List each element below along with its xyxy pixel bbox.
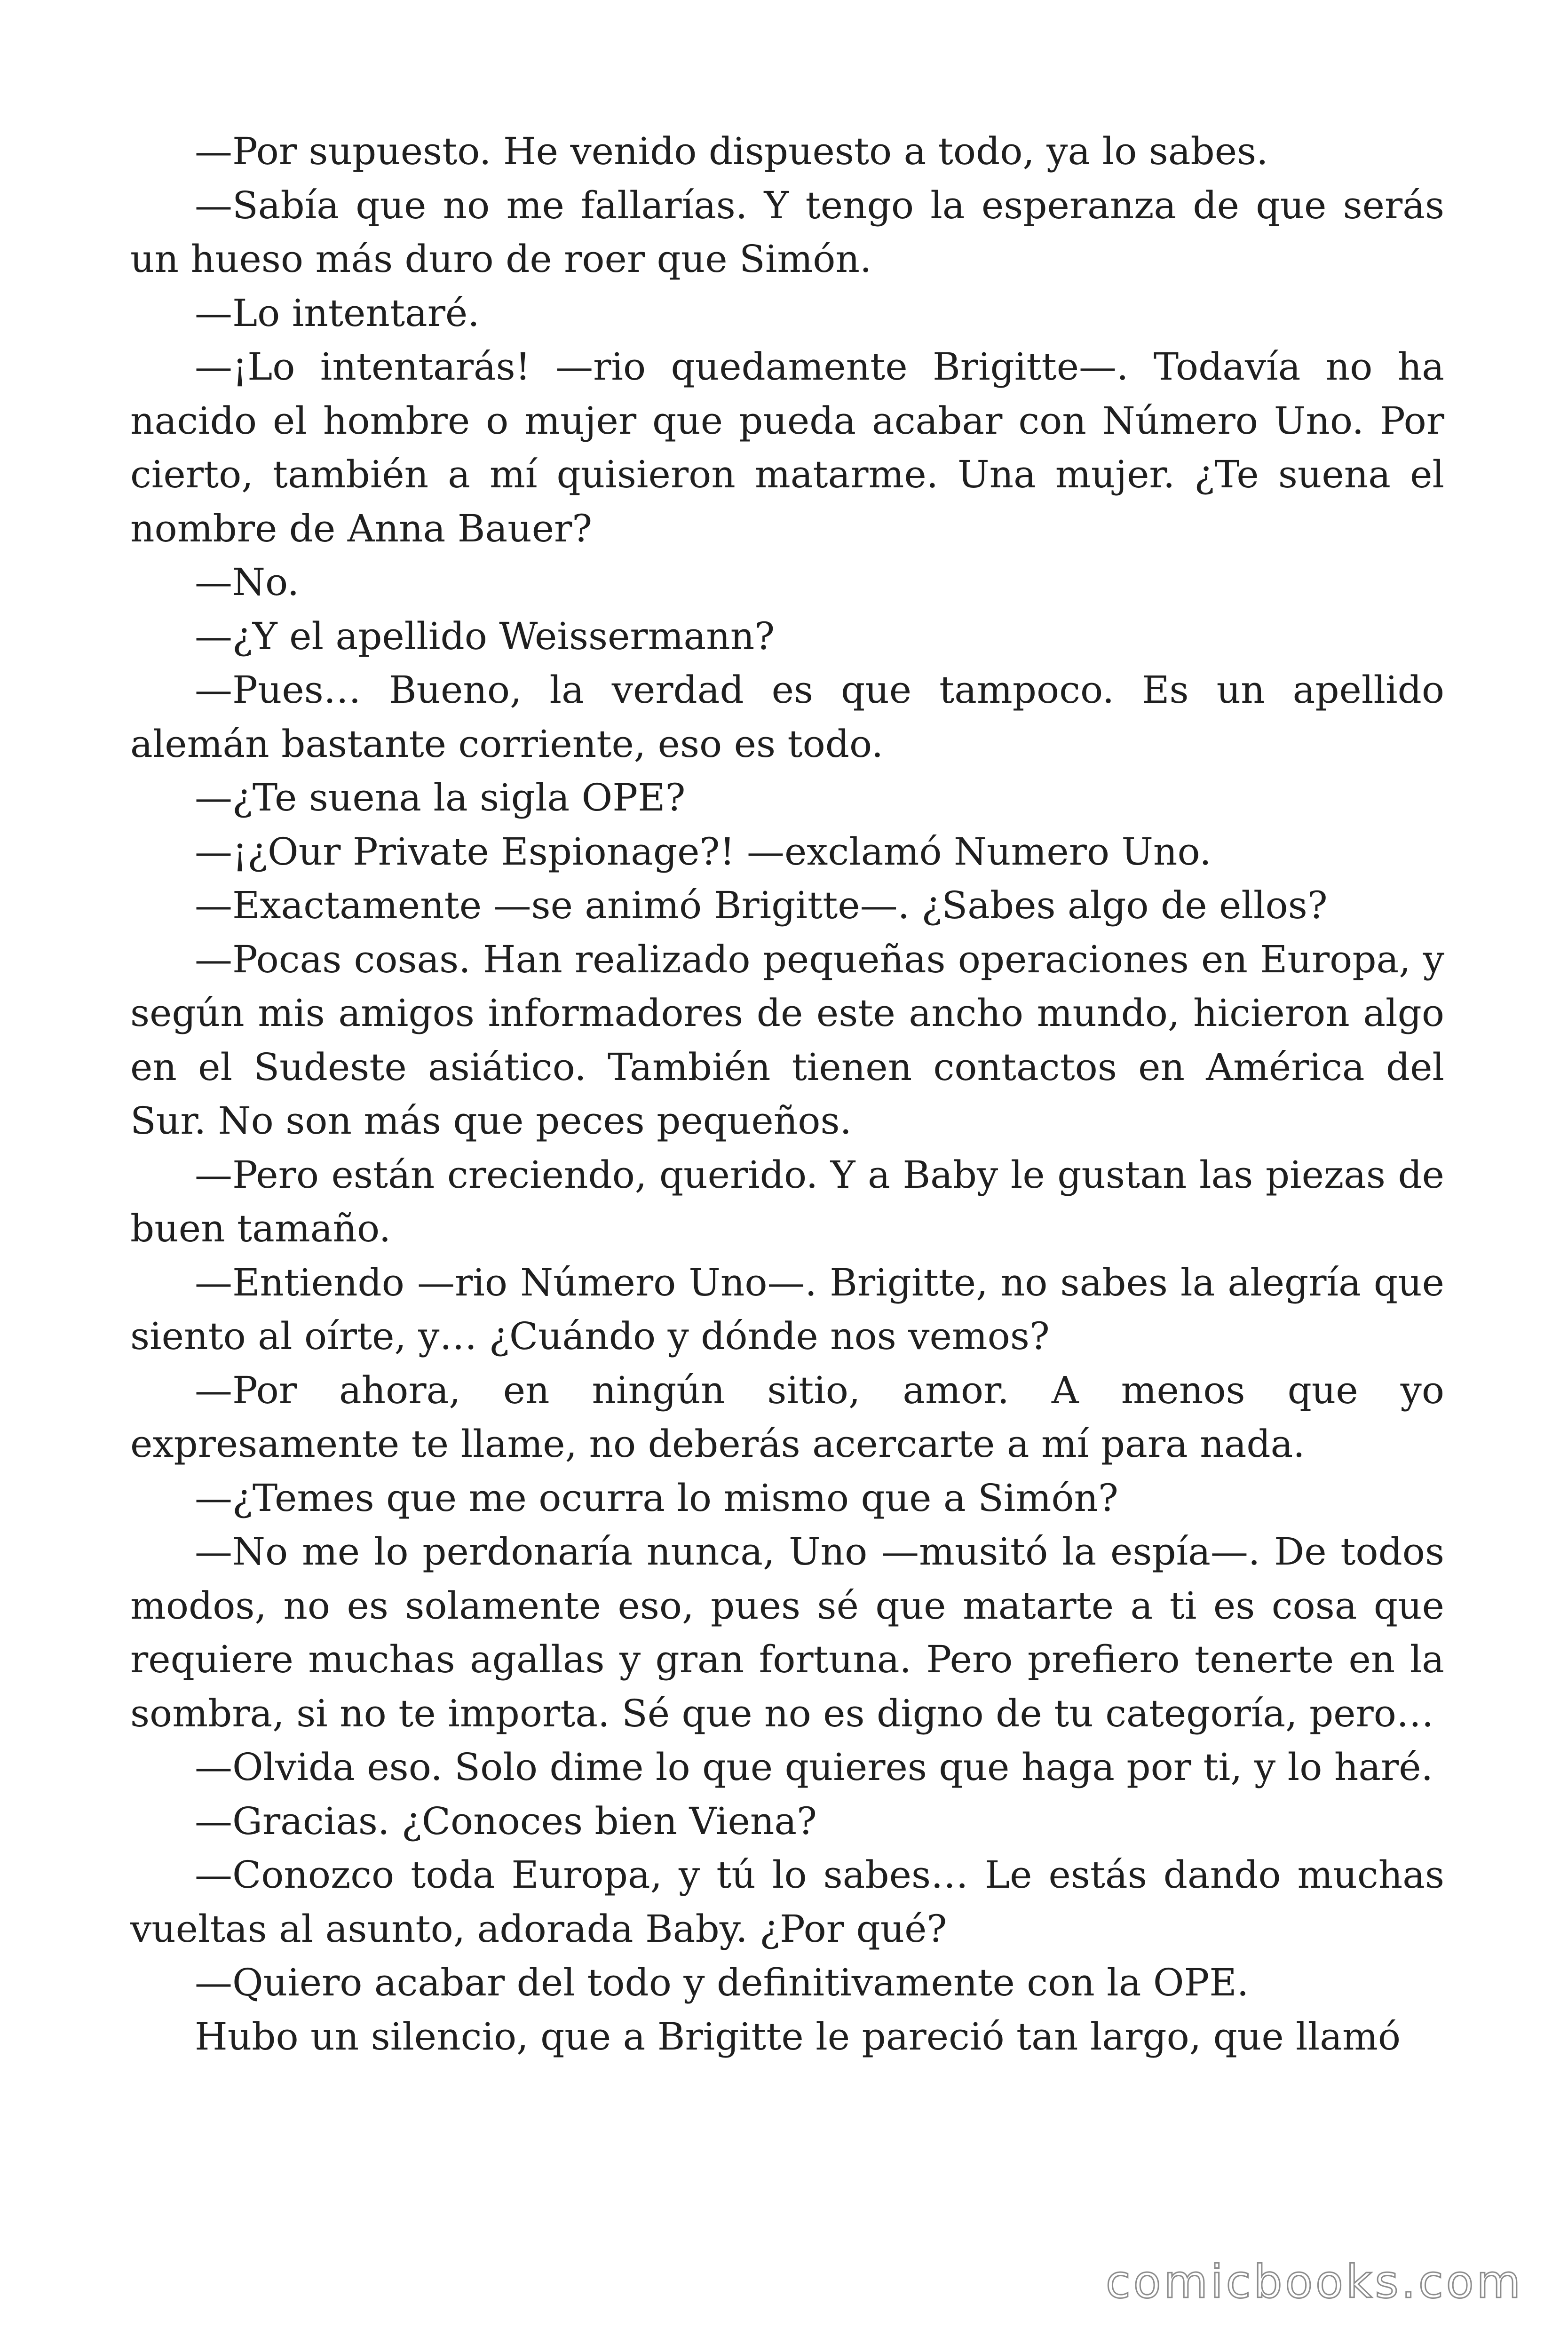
paragraph-15: —¿Temes que me ocurra lo mismo que a Simón? [195,1476,1118,1520]
paragraph-12: —Pero están creciendo, querido. Y a Baby le gustan las piezas de buen tamaño. [130,1152,1444,1250]
paragraph-2: —Sabía que no me fallarías. Y tengo la esperanza de que serás un hueso más duro de roer que Simón. [130,183,1444,281]
paragraph-21: Hubo un silencio, que a Brigitte le pareció tan largo, que llamó [195,2014,1401,2058]
page-body [130,125,1444,2064]
paragraph-1: —Por supuesto. He venido dispuesto a todo, ya lo sabes. [195,129,1268,173]
paragraph-13: —Entiendo —rio Número Uno—. Brigitte, no sabes la alegría que siento al oírte, y… ¿Cuándo y dónde nos vemos? [130,1260,1444,1358]
paragraph-4: —¡Lo intentarás! —rio quedamente Brigitte—. Todavía no ha nacido el hombre o mujer que pueda acabar con Número Uno. Por cierto, también a mí quisieron matarme. Una mujer. ¿Te suena el nombre de Anna Bauer? [130,345,1444,550]
paragraph-10: —Exactamente —se animó Brigitte—. ¿Sabes algo de ellos? [195,883,1328,927]
paragraph-11: —Pocas cosas. Han realizado pequeñas operaciones en Europa, y según mis amigos informadores de este ancho mundo, hicieron algo en el Sudeste asiático. También tienen contactos en América del Sur. No son más que peces pequeños. [130,937,1444,1143]
paragraph-5: —No. [195,560,300,604]
paragraph-7: —Pues… Bueno, la verdad es que tampoco. Es un apellido alemán bastante corriente, eso es todo. [130,668,1444,766]
paragraph-3: —Lo intentaré. [195,291,480,335]
paragraph-16: —No me lo perdonaría nunca, Uno —musitó la espía—. De todos modos, no es solamente eso, pues sé que matarte a ti es cosa que requiere muchas agallas y gran fortuna. Pero prefiero tenerte en la sombra, si no te importa. Sé que no es digno de tu categoría, pero… [130,1530,1444,1735]
watermark: comicbooks.com [1105,2256,1523,2308]
paragraph-20: —Quiero acabar del todo y definitivamente con la OPE. [195,1961,1249,2004]
paragraph-8: —¿Te suena la sigla OPE? [195,776,686,819]
paragraph-14: —Por ahora, en ningún sitio, amor. A menos que yo expresamente te llame, no deberás acercarte a mí para nada. [130,1368,1444,1466]
paragraph-17: —Olvida eso. Solo dime lo que quieres que haga por ti, y lo haré. [195,1745,1433,1789]
paragraph-9: —¡¿Our Private Espionage?! —exclamó Numero Uno. [195,829,1212,874]
paragraph-19: —Conozco toda Europa, y tú lo sabes… Le estás dando muchas vueltas al asunto, adorada Baby. ¿Por qué? [130,1853,1444,1951]
paragraph-6: —¿Y el apellido Weissermann? [195,614,775,658]
paragraph-18: —Gracias. ¿Conoces bien Viena? [195,1799,817,1843]
